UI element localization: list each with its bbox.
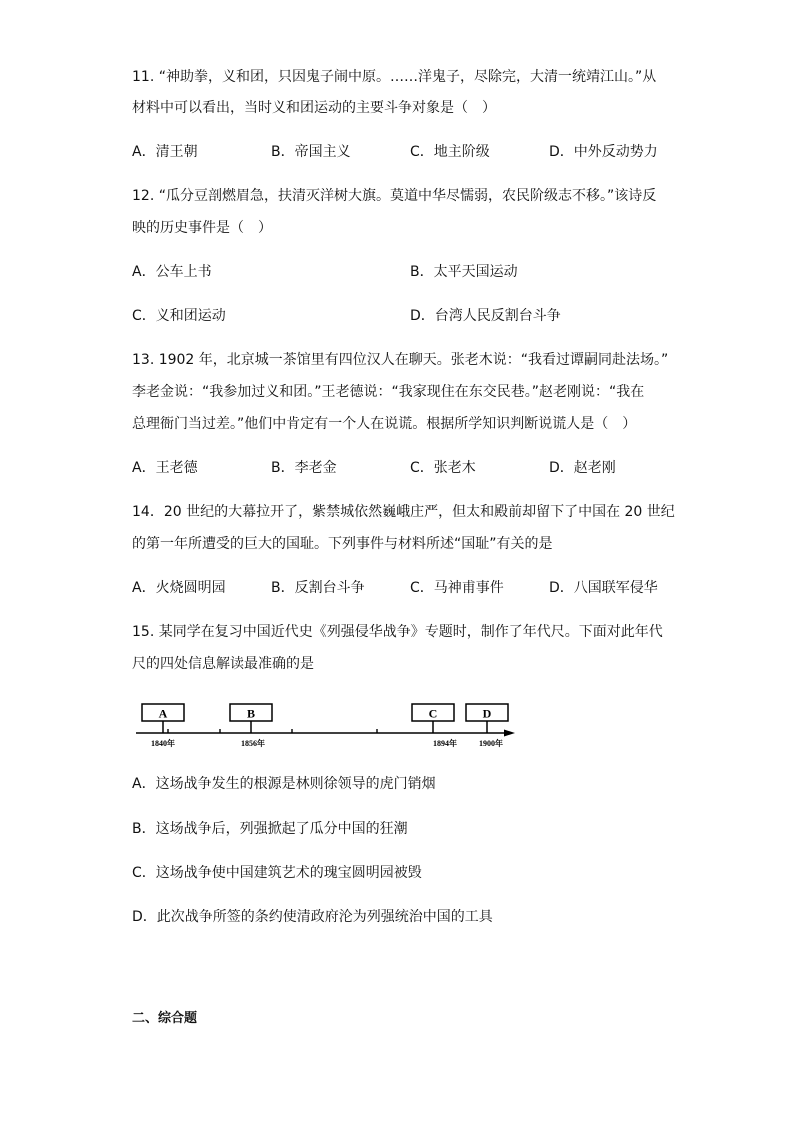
q13-option-a[interactable]: A．王老德 xyxy=(132,460,198,476)
q11-option-a[interactable]: A．清王朝 xyxy=(132,144,198,160)
timeline-year-1900: 1900年 xyxy=(479,739,503,748)
q14-option-d[interactable]: D．八国联军侵华 xyxy=(549,580,658,596)
timeline-year-1856: 1856年 xyxy=(241,739,265,748)
q13-stem-line-1: 13. 1902 年，北京城一茶馆里有四位汉人在聊天。张老木说：“我看过谭嗣同赴法场。” xyxy=(132,352,669,368)
q13-option-c[interactable]: C．张老木 xyxy=(410,460,476,476)
q15-option-d[interactable]: D．此次战争所签的条约使清政府沦为列强统治中国的工具 xyxy=(132,909,493,925)
timeline-year-1894: 1894年 xyxy=(433,739,457,748)
q12-option-c[interactable]: C．义和团运动 xyxy=(132,308,226,324)
q15-option-c[interactable]: C．这场战争使中国建筑艺术的瑰宝圆明园被毁 xyxy=(132,865,422,881)
q12-option-a[interactable]: A．公车上书 xyxy=(132,264,212,280)
q13-stem-line-3: 总理衙门当过差。”他们中肯定有一个人在说谎。根据所学知识判断说谎人是（ ） xyxy=(132,416,637,432)
q15-option-a[interactable]: A．这场战争发生的根源是林则徐领导的虎门销烟 xyxy=(132,776,436,792)
q12-option-b[interactable]: B．太平天国运动 xyxy=(410,264,518,280)
section-heading-comprehensive: 二、综合题 xyxy=(132,1011,198,1026)
q14-option-c[interactable]: C．马神甫事件 xyxy=(410,580,504,596)
q15-stem-line-2: 尺的四处信息解读最准确的是 xyxy=(132,656,314,672)
q15-option-b[interactable]: B．这场战争后，列强掀起了瓜分中国的狂潮 xyxy=(132,821,408,837)
timeline-box-a-label: A xyxy=(158,706,168,721)
q12-stem-line-2: 映的历史事件是（ ） xyxy=(132,220,272,236)
timeline-box-b-label: B xyxy=(246,706,256,721)
q13-option-b[interactable]: B．李老金 xyxy=(271,460,337,476)
q12-option-d[interactable]: D．台湾人民反割台斗争 xyxy=(410,308,561,324)
timeline-arrow-icon xyxy=(504,730,515,737)
timeline-box-d-label: D xyxy=(482,706,492,721)
timeline-figure xyxy=(130,702,520,752)
q14-option-a[interactable]: A．火烧圆明园 xyxy=(132,580,226,596)
timeline-box-c-label: C xyxy=(428,706,438,721)
q13-stem-line-2: 李老金说：“我参加过义和团。”王老德说：“我家现住在东交民巷。”赵老刚说：“我在 xyxy=(132,384,645,400)
q14-option-b[interactable]: B．反割台斗争 xyxy=(271,580,365,596)
q11-stem-line-2: 材料中可以看出，当时义和团运动的主要斗争对象是（ ） xyxy=(132,100,496,116)
q12-stem-line-1: 12. “瓜分豆剖燃眉急，扶清灭洋树大旗。莫道中华尽懦弱，农民阶级志不移。”该诗反 xyxy=(132,188,657,204)
q11-option-d[interactable]: D．中外反动势力 xyxy=(549,144,658,160)
q14-stem-line-2: 的第一年所遭受的巨大的国耻。下列事件与材料所述“国耻”有关的是 xyxy=(132,536,553,552)
q15-stem-line-1: 15. 某同学在复习中国近代史《列强侵华战争》专题时，制作了年代尺。下面对此年代 xyxy=(132,624,663,640)
timeline-year-1840: 1840年 xyxy=(151,739,175,748)
q13-option-d[interactable]: D．赵老刚 xyxy=(549,460,616,476)
q11-option-c[interactable]: C．地主阶级 xyxy=(410,144,490,160)
q14-stem-line-1: 14．20 世纪的大幕拉开了，紫禁城依然巍峨庄严，但太和殿前却留下了中国在 20 世纪 xyxy=(132,504,675,520)
q11-stem-line-1: 11. “神助拳，义和团，只因鬼子闹中原。……洋鬼子，尽除完，大清一统靖江山。”从 xyxy=(132,69,657,85)
q11-option-b[interactable]: B．帝国主义 xyxy=(271,144,351,160)
